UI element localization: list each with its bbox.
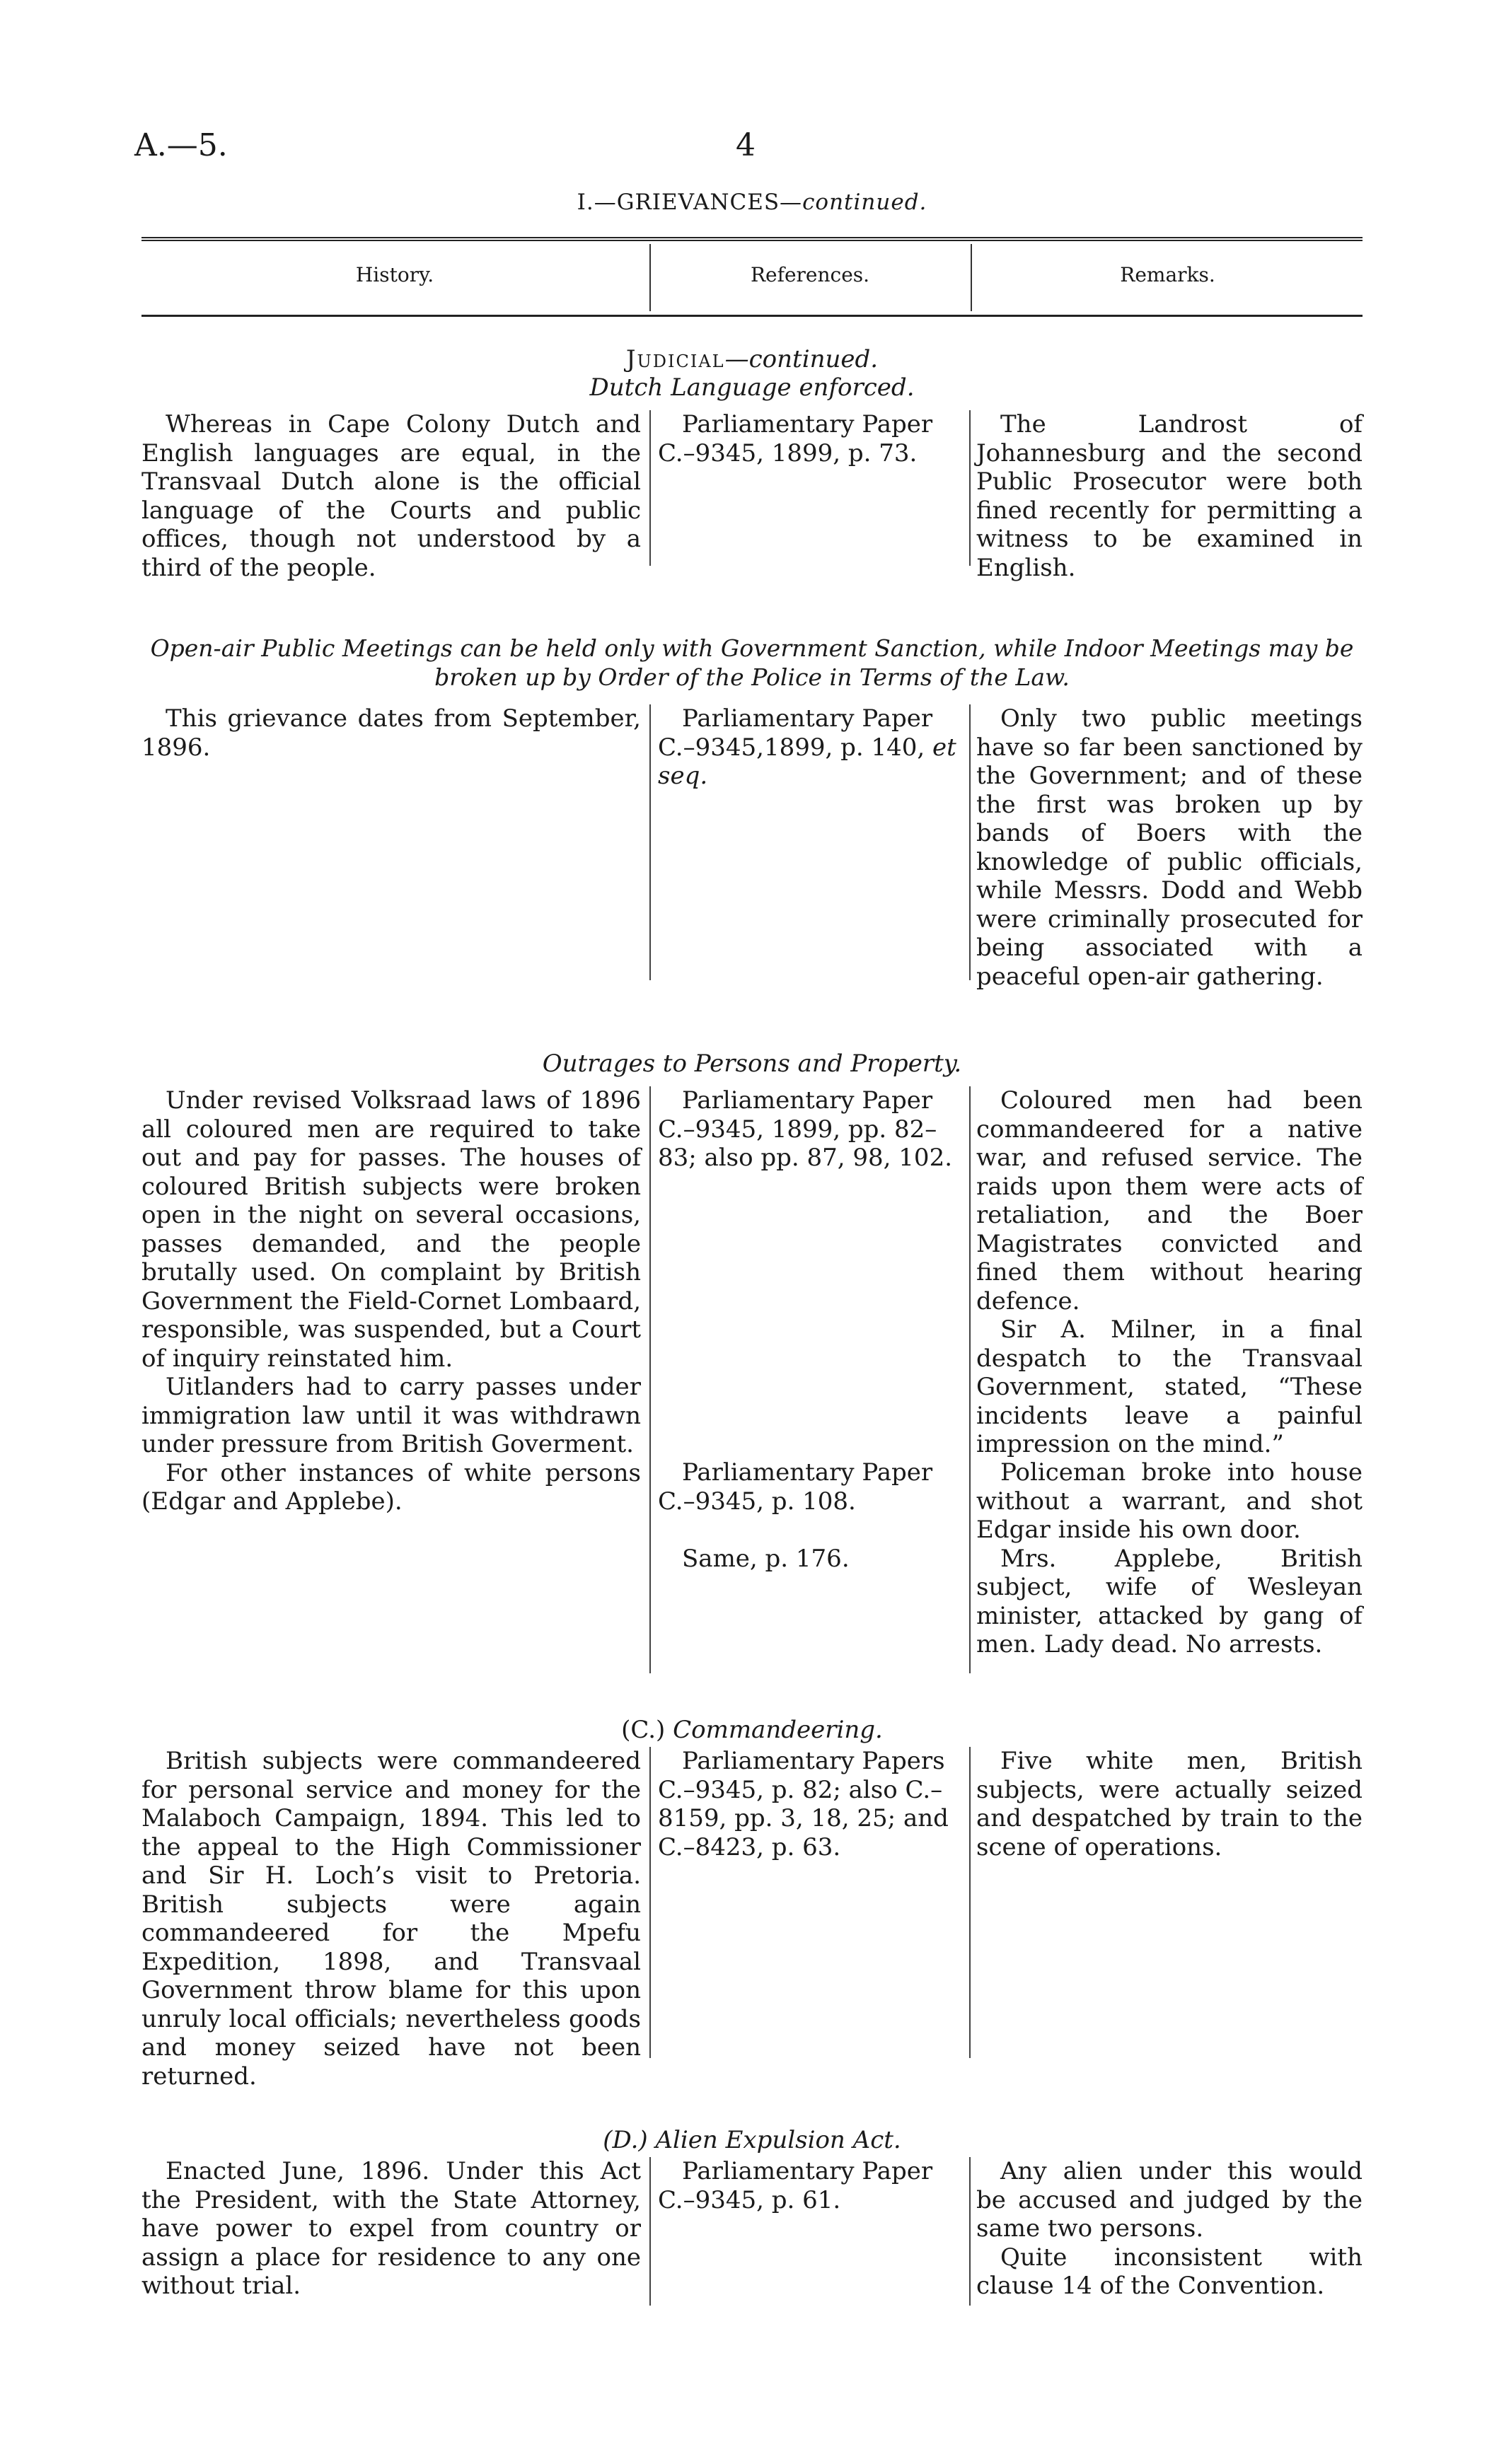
column-divider — [649, 410, 651, 566]
remarks-cell — [976, 1747, 1363, 1861]
column-divider — [969, 1086, 971, 1673]
history-paragraph: Uitlanders had to carry passes under immigration law until it was withdrawn under pressure from British Goverment. — [141, 1373, 641, 1458]
column-header-history: History. — [355, 263, 434, 286]
section-title-continued: —continued. — [724, 345, 879, 373]
history-paragraph: This grievance dates from September, 1896. — [141, 704, 641, 762]
section-subtitle: Dutch Language enforced. — [589, 373, 915, 402]
remarks-cell — [976, 1086, 1363, 1459]
remarks-paragraph: Policeman broke into house without a warrant, and shot Edgar inside his own door. — [976, 1458, 1363, 1544]
column-divider — [649, 2157, 651, 2306]
section-public-meetings — [141, 634, 1363, 1001]
references-paragraph — [658, 704, 961, 791]
column-divider — [649, 704, 651, 980]
running-title-main: I.—GRIEVANCES— — [577, 190, 803, 215]
remarks-paragraph: Mrs. Applebe, British subject, wife of Wesleyan minister, attacked by gang of men. Lady dead. No arrests. — [976, 1544, 1363, 1658]
references-paragraph: Parliamentary Papers C.–9345, p. 82; also C.–8159, pp. 3, 18, 25; and C.–8423, p. 63. — [658, 1747, 949, 1861]
column-divider — [649, 1086, 651, 1673]
references-cell — [658, 1458, 961, 1516]
section-title — [141, 1716, 1363, 1744]
document-reference-code: A.—5. — [134, 127, 228, 163]
references-paragraph: Parliamentary Paper C.–9345, 1899, p. 73. — [658, 410, 933, 467]
remarks-paragraph: Five white men, British subjects, were actually seized and despatched by train to the scene of operations. — [976, 1747, 1363, 1861]
section-title — [141, 345, 1363, 373]
section-title-text: Commandeering. — [673, 1716, 883, 1744]
section-commandeering — [141, 1716, 1363, 2091]
section-alien-expulsion — [141, 2126, 1363, 2338]
section-label: (C.) — [621, 1716, 666, 1744]
remarks-cell — [976, 410, 1363, 582]
history-paragraph: Enacted June, 1896. Under this Act the President, with the State Attorney, have power to expel from country or assign a place for residence to any one without trial. — [141, 2157, 641, 2300]
history-paragraph: Whereas in Cape Colony Dutch and English languages are equal, in the Transvaal Dutch alone is the official language of the Courts and public offices, though not understood by a third of the people. — [141, 410, 641, 582]
running-title-continued: continued. — [802, 190, 927, 215]
section-title: Open-air Public Meetings can be held only with Government Sanction, while Indoor Meetings may be broken up by Order of the Police in Terms of the Law. — [150, 634, 1354, 691]
column-header-remarks: Remarks. — [1120, 263, 1215, 286]
history-cell — [141, 704, 641, 762]
column-divider — [649, 1747, 651, 2058]
references-paragraph: Same, p. 176. — [682, 1545, 850, 1573]
remarks-paragraph: The Landrost of Johannesburg and the second Public Prosecutor were both fined recently for permitting a witness to be examined in English. — [976, 410, 1363, 582]
section-title-smallcaps: Judicial — [625, 345, 725, 373]
history-cell — [141, 1086, 641, 1516]
references-paragraph: Parliamentary Paper C.–9345, 1899, pp. 82–83; also pp. 87, 98, 102. — [658, 1086, 953, 1172]
section-title: Outrages to Persons and Property. — [542, 1050, 962, 1078]
remarks-paragraph: Any alien under this would be accused and judged by the same two persons. — [976, 2157, 1363, 2243]
history-paragraph: Under revised Volksraad laws of 1896 all coloured men are required to take out and pay for passes. The houses of coloured British subjects were broken open in the night on several occasions, passes demanded, and the people brutally used. On complaint by British Government the Field-Cornet Lombaard, responsible, was suspended, but a Court of inquiry reinstated him. — [141, 1086, 641, 1373]
references-cell — [658, 1545, 961, 1574]
remarks-paragraph: Only two public meetings have so far been sanctioned by the Government; and of these the first was broken up by bands of Boers with the knowledge of public officials, while Messrs. Dodd and Webb were criminally prosecuted for being associated with a peaceful open-air gathering. — [976, 704, 1363, 991]
column-header-divider — [649, 244, 651, 311]
references-cell — [658, 2157, 961, 2214]
column-divider — [969, 2157, 971, 2306]
history-cell — [141, 2157, 641, 2301]
references-cell — [658, 1747, 961, 1861]
header-rule-top-double — [141, 240, 1363, 241]
history-cell — [141, 1747, 641, 2091]
history-cell — [141, 410, 641, 582]
references-paragraph: Parliamentary Paper C.–9345, p. 108. — [658, 1458, 933, 1516]
page-number: 4 — [736, 127, 756, 163]
header-rule-top — [141, 237, 1363, 238]
references-cell — [658, 1086, 961, 1173]
references-cell — [658, 704, 961, 791]
remarks-paragraph: Quite inconsistent with clause 14 of the Convention. — [976, 2243, 1363, 2300]
remarks-paragraph: Sir A. Milner, in a final despatch to the Transvaal Government, stated, “These incidents leave a painful impression on the mind.” — [976, 1315, 1363, 1458]
column-header-divider — [971, 244, 972, 311]
references-cell — [658, 410, 961, 467]
column-divider — [969, 410, 971, 566]
references-paragraph: Parliamentary Paper C.–9345, p. 61. — [658, 2157, 933, 2214]
remarks-paragraph: Coloured men had been commandeered for a native war, and refused service. The raids upon them were acts of retaliation, and the Boer Magistrates convicted and fined them without hearing defence. — [976, 1086, 1363, 1315]
references-text: Parliamentary Paper C.–9345,1899, p. 140, — [658, 704, 933, 762]
history-paragraph: For other instances of white persons (Edgar and Applebe). — [141, 1458, 641, 1516]
references-et-seq: et seq. — [658, 733, 956, 790]
running-title — [0, 190, 1504, 215]
section-label: (D.) — [603, 2126, 648, 2154]
section-outrages — [141, 1050, 1363, 1672]
remarks-cell — [976, 704, 1363, 991]
section-judicial — [141, 345, 1363, 586]
section-title-text: Alien Expulsion Act. — [655, 2126, 901, 2154]
section-title — [141, 2126, 1363, 2154]
column-divider — [969, 1747, 971, 2058]
column-divider — [969, 704, 971, 980]
history-paragraph: British subjects were commandeered for personal service and money for the Malaboch Campaign, 1894. This led to the appeal to the High Commissioner and Sir H. Loch’s visit to Pretoria. British subjects were again commandeered for the Mpefu Expedition, 1898, and Transvaal Government throw blame for this upon unruly local officials; nevertheless goods and money seized have not been returned. — [141, 1747, 641, 2091]
column-header-references: References. — [750, 263, 870, 286]
remarks-cell — [976, 2157, 1363, 2301]
remarks-cell — [976, 1458, 1363, 1659]
header-rule-bottom — [141, 315, 1363, 317]
